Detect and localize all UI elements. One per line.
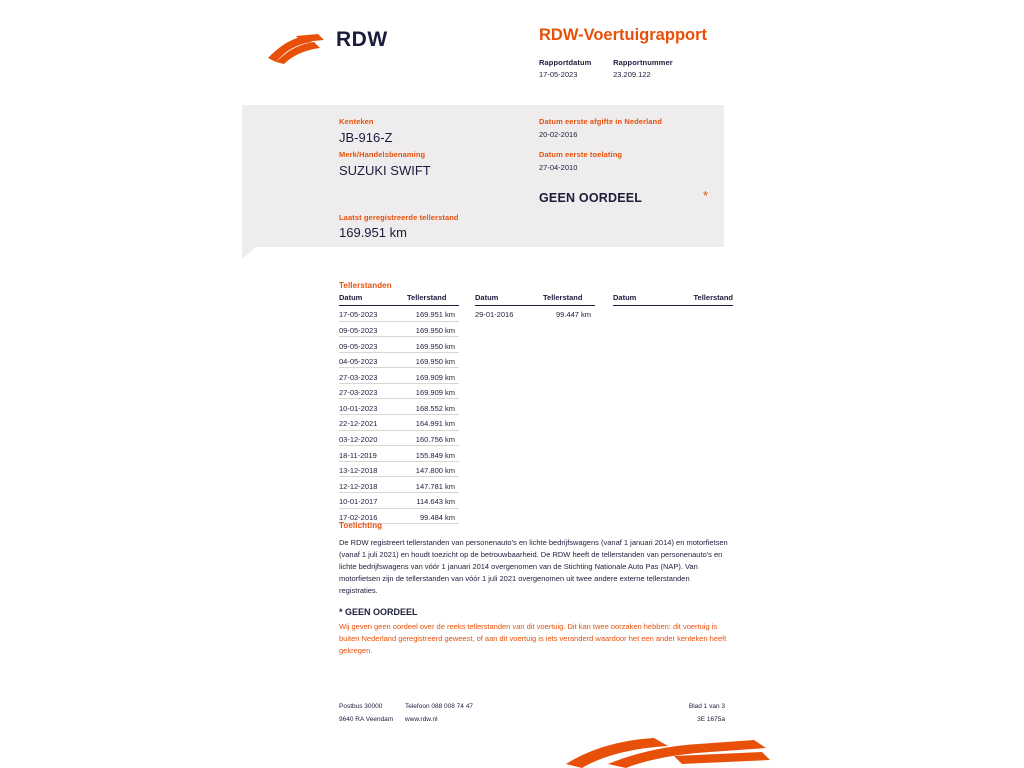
row-reading: 160.756 km <box>415 435 455 445</box>
row-date: 17-05-2023 <box>339 310 378 320</box>
row-reading: 99.484 km <box>419 512 455 522</box>
table-row <box>339 415 459 431</box>
page-title: RDW-Voertuigrapport <box>539 26 708 44</box>
table-row <box>339 353 459 369</box>
meta-rapportnummer-label: Rapportnummer <box>613 58 673 67</box>
column-header-tellerstand: Tellerstand <box>693 293 733 302</box>
row-reading: 169.950 km <box>415 357 455 367</box>
table-row <box>339 368 459 384</box>
tellerstand-value: 169.951 km <box>339 225 407 240</box>
document-footer <box>339 703 731 729</box>
column-header-tellerstand: Tellerstand <box>543 293 583 302</box>
row-date: 04-05-2023 <box>339 357 378 367</box>
tellerstand-label: Laatst geregistreerde tellerstand <box>339 213 459 222</box>
row-reading: 169.909 km <box>415 388 455 398</box>
no-verdict-body: Wij geven geen oordeel over de reeks tellerstanden van dit voertuig. Dit kan twee oorzaken hebben: dit voertuig is buiten Nederland geregistreerd geweest, of aan dit voertuig is iets veranderd waardoor het een ander kenteken heeft gekregen. <box>339 622 727 655</box>
row-date: 10-01-2017 <box>339 497 378 507</box>
kenteken-value: JB-916-Z <box>339 130 393 145</box>
row-reading: 164.991 km <box>415 419 455 429</box>
row-reading: 169.909 km <box>415 372 455 382</box>
report-meta <box>539 58 673 79</box>
tellerstanden-table-column-3 <box>613 293 733 306</box>
table-row <box>339 477 459 493</box>
rdw-wordmark: RDW <box>336 28 388 51</box>
tellerstanden-rows-2 <box>475 306 595 321</box>
row-date: 27-03-2023 <box>339 372 378 382</box>
table-row <box>339 431 459 447</box>
row-reading: 114.643 km <box>416 497 455 507</box>
tellerstanden-table-column-2 <box>475 293 595 321</box>
table-row <box>339 493 459 509</box>
toelating-label: Datum eerste toelating <box>539 150 623 159</box>
table-row <box>475 306 595 321</box>
footer-line-1 <box>339 703 731 710</box>
table-header-row <box>339 293 459 306</box>
toelichting-title: Toelichting <box>339 521 383 530</box>
footer-address-1: Postbus 30000 <box>339 703 383 710</box>
verdict-footnote-marker: * <box>703 188 709 203</box>
meta-rapportdatum-value: 17-05-2023 <box>539 70 578 79</box>
column-header-datum: Datum <box>475 293 499 302</box>
table-row <box>339 399 459 415</box>
verdict-text: GEEN OORDEEL <box>539 191 643 205</box>
footer-form-code: 3E 1675a <box>697 716 725 723</box>
row-date: 17-02-2016 <box>339 512 378 522</box>
tellerstanden-table-column-1 <box>339 293 459 524</box>
table-row <box>339 446 459 462</box>
footer-website: www.rdw.nl <box>405 716 438 723</box>
no-verdict-title: * GEEN OORDEEL <box>339 607 418 617</box>
row-date: 10-01-2023 <box>339 403 378 413</box>
row-reading: 169.950 km <box>415 325 455 335</box>
tellerstanden-title: Tellerstanden <box>339 281 392 290</box>
footer-line-2 <box>339 716 731 723</box>
footer-address-2: 9640 RA Veendam <box>339 716 394 723</box>
meta-rapportdatum <box>539 58 611 79</box>
table-header-row <box>475 293 595 306</box>
rdw-logo <box>266 24 506 74</box>
row-reading: 147.800 km <box>415 466 455 476</box>
toelichting-body: De RDW registreert tellerstanden van personenauto's en lichte bedrijfswagens (vanaf 1 januari 2014) en motorfietsen (vanaf 1 juli 2021) en houdt toezicht op de betrouwbaarheid. De RDW heeft de tellerstanden van personenauto's en lichte bedrijfswagens van vóór 1 januari 2014 overgenomen van de Stichting Nationale Auto Pas (NAP). Van motorfietsen zijn de tellerstanden van vóór 1 juli 2021 overgenomen uit twee andere externe tellerstanden registraties. <box>339 538 728 595</box>
row-date: 13-12-2018 <box>339 466 378 476</box>
row-reading: 155.849 km <box>415 450 455 460</box>
table-row <box>339 384 459 400</box>
row-reading: 168.552 km <box>415 403 455 413</box>
meta-rapportnummer-value: 23.209.122 <box>613 70 651 79</box>
meta-rapportdatum-label: Rapportdatum <box>539 58 592 67</box>
column-header-datum: Datum <box>613 293 637 302</box>
meta-rapportnummer <box>613 58 673 79</box>
tellerstanden-rows-1 <box>339 306 459 524</box>
kenteken-label: Kenteken <box>339 117 374 126</box>
row-reading: 147.781 km <box>415 481 455 491</box>
row-date: 03-12-2020 <box>339 435 378 445</box>
table-row <box>339 337 459 353</box>
footer-contact-1: Telefoon 088 008 74 47 <box>405 703 473 710</box>
merk-label: Merk/Handelsbenaming <box>339 150 426 159</box>
toelating-value: 27-04-2010 <box>539 163 578 172</box>
vehicle-summary-panel <box>242 105 724 247</box>
rdw-swoosh-logo-icon <box>266 32 332 66</box>
afgifte-label: Datum eerste afgifte in Nederland <box>539 117 662 126</box>
row-date: 12-12-2018 <box>339 481 378 491</box>
row-reading: 169.950 km <box>415 341 455 351</box>
table-row <box>339 322 459 338</box>
table-header-row <box>613 293 733 306</box>
column-header-datum: Datum <box>339 293 363 302</box>
row-date: 27-03-2023 <box>339 388 378 398</box>
row-reading: 169.951 km <box>415 310 455 320</box>
footer-page-number: Blad 1 van 3 <box>688 703 725 710</box>
panel-corner-notch <box>242 247 256 259</box>
table-row <box>339 306 459 322</box>
row-date: 09-05-2023 <box>339 341 378 351</box>
row-reading: 99.447 km <box>555 310 591 320</box>
row-date: 22-12-2021 <box>339 419 378 429</box>
rdw-watermark-icon <box>548 738 788 768</box>
row-date: 18-11-2019 <box>339 450 377 460</box>
afgifte-value: 20-02-2016 <box>539 130 578 139</box>
row-date: 29-01-2016 <box>475 310 514 320</box>
column-header-tellerstand: Tellerstand <box>407 293 447 302</box>
row-date: 09-05-2023 <box>339 325 378 335</box>
table-row <box>339 462 459 478</box>
merk-value: SUZUKI SWIFT <box>339 163 431 178</box>
